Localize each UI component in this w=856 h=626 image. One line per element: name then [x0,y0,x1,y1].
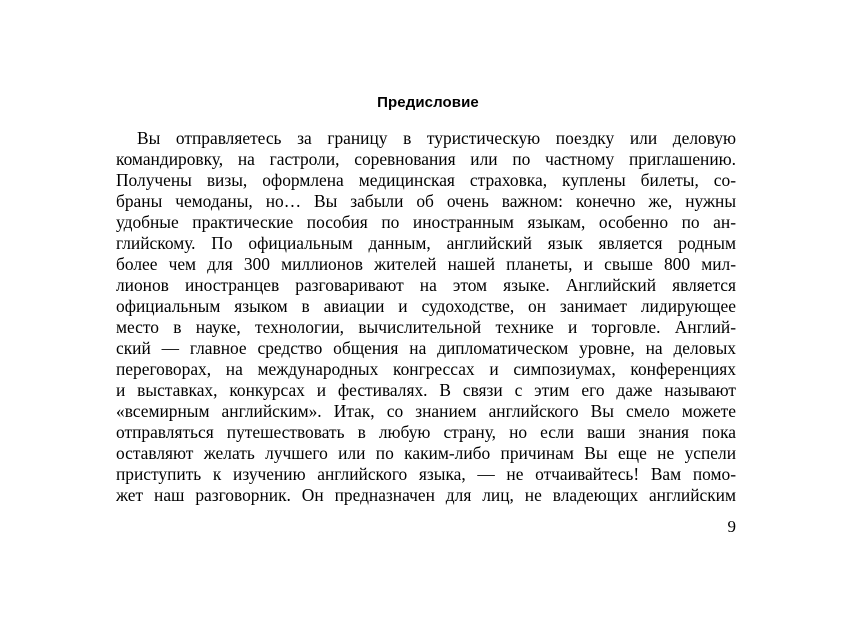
text-line: Вы отправляетесь за границу в туристическую поездку или деловую [137,128,736,148]
page-number: 9 [727,517,736,536]
text-line: более чем для 300 миллионов жителей нашей планеты, и свыше 800 мил- [116,254,736,274]
page-title: Предисловие [377,94,479,111]
text-line: и выставках, конкурсах и фестивалях. В связи с этим его даже называют [116,380,736,400]
text-line: удобные практические пособия по иностранным языкам, особенно по ан- [116,212,736,232]
text-line: «всемирным английским». Итак, со знанием английского Вы смело можете [116,401,736,421]
text-line: ский — главное средство общения на дипломатическом уровне, на деловых [116,338,736,358]
text-line: отправляться путешествовать в любую страну, но если ваши знания пока [116,422,736,442]
text-line: лионов иностранцев разговаривают на этом языке. Английский является [116,275,736,295]
text-line: жет наш разговорник. Он предназначен для лиц, не владеющих английским [116,485,736,505]
text-line: браны чемоданы, но… Вы забыли об очень важном: конечно же, нужны [116,191,736,211]
text-line: глийскому. По официальным данным, английский язык является родным [116,233,736,253]
text-line: оставляют желать лучшего или по каким-либо причинам Вы еще не успели [116,443,736,463]
text-line: официальным языком в авиации и судоходстве, он занимает лидирующее [116,296,736,316]
text-line: место в науке, технологии, вычислительной технике и торговле. Англий- [116,317,736,337]
text-line: Получены визы, оформлена медицинская страховка, куплены билеты, со- [116,170,736,190]
text-line: приступить к изучению английского языка, — не отчаивайтесь! Вам помо- [116,464,736,484]
text-line: командировку, на гастроли, соревнования или по частному приглашению. [116,149,736,169]
text-line: переговорах, на международных конгрессах и симпозиумах, конференциях [116,359,736,379]
preface-paragraph [116,128,736,506]
